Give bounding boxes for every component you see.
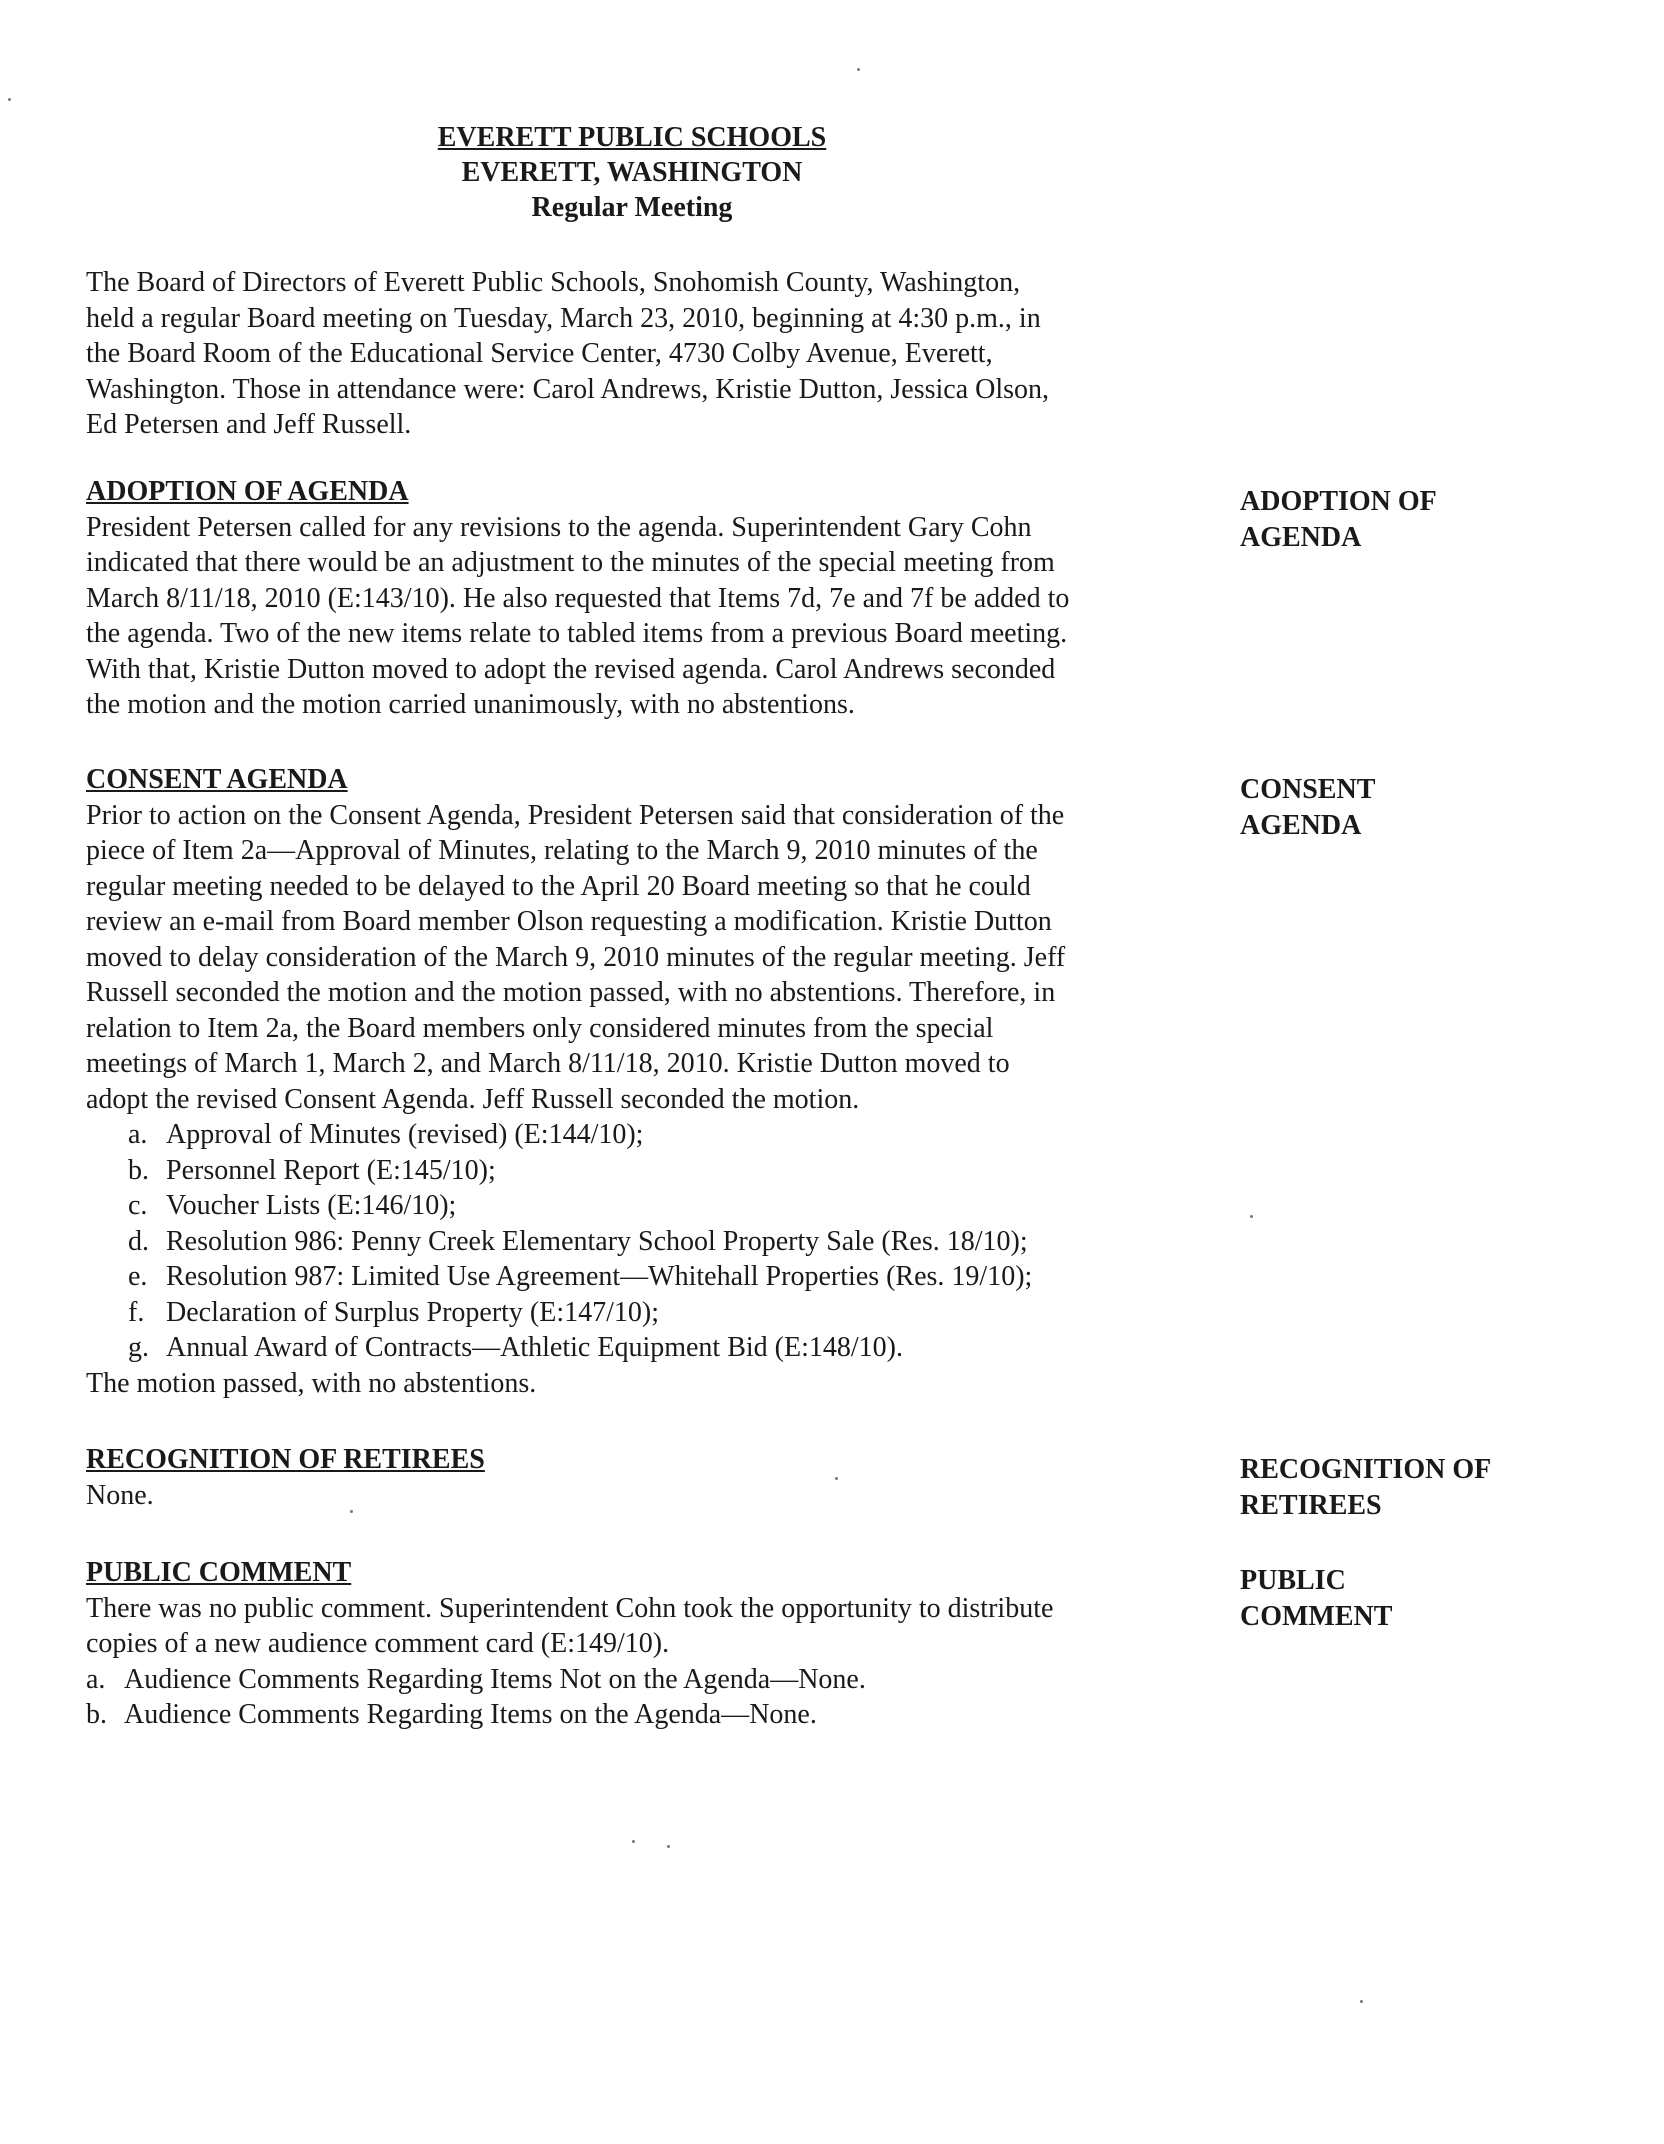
body-line: Russell seconded the motion and the motion passed, with no abstentions. Therefore, in	[86, 977, 1056, 1008]
consent-closing	[86, 1366, 1226, 1402]
list-marker: a.	[128, 1119, 148, 1150]
section-title: RECOGNITION OF RETIREES	[86, 1444, 485, 1475]
list-item	[86, 1662, 1226, 1698]
list-item-text: Approval of Minutes (revised) (E:144/10);	[166, 1119, 644, 1150]
list-marker: f.	[128, 1296, 145, 1328]
list-item-text: Declaration of Surplus Property (E:147/10);	[166, 1296, 660, 1328]
section-consent-agenda	[86, 762, 1226, 1401]
body-line: March 8/11/18, 2010 (E:143/10). He also requested that Items 7d, 7e and 7f be added to	[86, 582, 1070, 614]
consent-items-list	[86, 1117, 1226, 1366]
list-item	[86, 1259, 1226, 1295]
header-location: EVERETT, WASHINGTON	[461, 157, 803, 188]
body-line: The motion passed, with no abstentions.	[86, 1367, 537, 1399]
body-line: indicated that there would be an adjustment to the minutes of the special meeting from	[86, 547, 1055, 578]
sidebar-heading-line: ADOPTION OF	[1240, 486, 1437, 517]
header-district-name: EVERETT PUBLIC SCHOOLS	[437, 122, 827, 153]
section-recognition-of-retirees	[86, 1442, 1226, 1513]
sidebar-heading-line: PUBLIC	[1240, 1565, 1346, 1596]
sidebar-heading-line: RECOGNITION OF	[1240, 1454, 1492, 1485]
list-marker: e.	[128, 1261, 148, 1292]
section-adoption-of-agenda	[86, 474, 1226, 723]
sidebar-heading-line: RETIREES	[1240, 1489, 1382, 1521]
list-item	[86, 1117, 1226, 1153]
list-item	[86, 1697, 1226, 1733]
body-line: Prior to action on the Consent Agenda, President Petersen said that consideration of the	[86, 799, 1065, 831]
scan-speck	[857, 68, 860, 71]
section-body	[86, 510, 1226, 723]
section-body	[86, 798, 1226, 1118]
scan-speck	[835, 1477, 838, 1480]
list-marker: d.	[128, 1225, 149, 1257]
list-item-text: Audience Comments Regarding Items Not on the Agenda—None.	[124, 1663, 866, 1695]
list-marker: a.	[86, 1663, 106, 1695]
public-comment-items-list	[86, 1662, 1226, 1733]
list-item	[86, 1188, 1226, 1224]
sidebar-heading-line: CONSENT	[1240, 774, 1376, 805]
section-title: CONSENT AGENDA	[86, 764, 348, 795]
intro-line: Washington. Those in attendance were: Carol Andrews, Kristie Dutton, Jessica Olson,	[86, 373, 1050, 405]
body-line: copies of a new audience comment card (E:149/10).	[86, 1628, 670, 1659]
list-item-text: Annual Award of Contracts—Athletic Equipment Bid (E:148/10).	[166, 1332, 903, 1363]
body-line: There was no public comment. Superintendent Cohn took the opportunity to distribute	[86, 1592, 1054, 1624]
body-line: President Petersen called for any revisions to the agenda. Superintendent Gary Cohn	[86, 511, 1032, 543]
body-line: relation to Item 2a, the Board members only considered minutes from the special	[86, 1012, 994, 1044]
intro-paragraph	[86, 265, 1196, 443]
sidebar-heading-consent	[1240, 772, 1570, 843]
scan-speck	[350, 1510, 353, 1513]
scan-speck	[1250, 1215, 1253, 1218]
body-line: With that, Kristie Dutton moved to adopt the revised agenda. Carol Andrews seconded	[86, 653, 1056, 685]
body-line: the agenda. Two of the new items relate to tabled items from a previous Board meeting.	[86, 618, 1068, 649]
section-public-comment	[86, 1555, 1226, 1733]
body-line: regular meeting needed to be delayed to the April 20 Board meeting so that he could	[86, 870, 1031, 902]
section-title: PUBLIC COMMENT	[86, 1557, 352, 1588]
intro-line: Ed Petersen and Jeff Russell.	[86, 409, 412, 440]
scan-speck	[667, 1845, 670, 1848]
list-item-text: Resolution 987: Limited Use Agreement—Whitehall Properties (Res. 19/10);	[166, 1261, 1033, 1292]
list-item-text: Personnel Report (E:145/10);	[166, 1154, 496, 1186]
body-line: review an e-mail from Board member Olson requesting a modification. Kristie Dutton	[86, 906, 1052, 937]
body-line: moved to delay consideration of the March 9, 2010 minutes of the regular meeting. Jeff	[86, 941, 1066, 973]
list-item-text: Voucher Lists (E:146/10);	[166, 1190, 457, 1221]
list-marker: c.	[128, 1190, 148, 1221]
list-item	[86, 1295, 1226, 1331]
sidebar-heading-retirees	[1240, 1452, 1570, 1523]
body-line: the motion and the motion carried unanimously, with no abstentions.	[86, 689, 855, 720]
body-line: adopt the revised Consent Agenda. Jeff Russell seconded the motion.	[86, 1083, 860, 1115]
list-marker: b.	[86, 1699, 107, 1730]
list-item	[86, 1224, 1226, 1260]
header-meeting-type: Regular Meeting	[531, 192, 733, 223]
document-header	[0, 120, 1264, 225]
intro-line: The Board of Directors of Everett Public Schools, Snohomish County, Washington,	[86, 267, 1021, 298]
body-line: None.	[86, 1479, 154, 1511]
sidebar-heading-line: COMMENT	[1240, 1600, 1393, 1632]
section-body	[86, 1478, 1226, 1514]
scan-speck	[8, 98, 11, 101]
sidebar-heading-line: AGENDA	[1240, 521, 1362, 553]
sidebar-heading-public-comment	[1240, 1563, 1570, 1634]
body-line: meetings of March 1, March 2, and March 8/11/18, 2010. Kristie Dutton moved to	[86, 1048, 1010, 1079]
list-marker: g.	[128, 1332, 149, 1363]
list-item-text: Resolution 986: Penny Creek Elementary School Property Sale (Res. 18/10);	[166, 1225, 1028, 1257]
sidebar-heading-line: AGENDA	[1240, 809, 1362, 841]
list-item	[86, 1330, 1226, 1366]
list-marker: b.	[128, 1154, 149, 1186]
section-body	[86, 1591, 1226, 1662]
sidebar-heading-adoption	[1240, 484, 1570, 555]
scan-speck	[1360, 2000, 1363, 2003]
section-title: ADOPTION OF AGENDA	[86, 476, 409, 507]
scan-speck	[632, 1840, 635, 1843]
list-item	[86, 1153, 1226, 1189]
intro-line: held a regular Board meeting on Tuesday, March 23, 2010, beginning at 4:30 p.m., in	[86, 302, 1041, 334]
body-line: piece of Item 2a—Approval of Minutes, relating to the March 9, 2010 minutes of the	[86, 835, 1038, 866]
list-item-text: Audience Comments Regarding Items on the Agenda—None.	[124, 1699, 817, 1730]
intro-line: the Board Room of the Educational Service Center, 4730 Colby Avenue, Everett,	[86, 338, 993, 369]
